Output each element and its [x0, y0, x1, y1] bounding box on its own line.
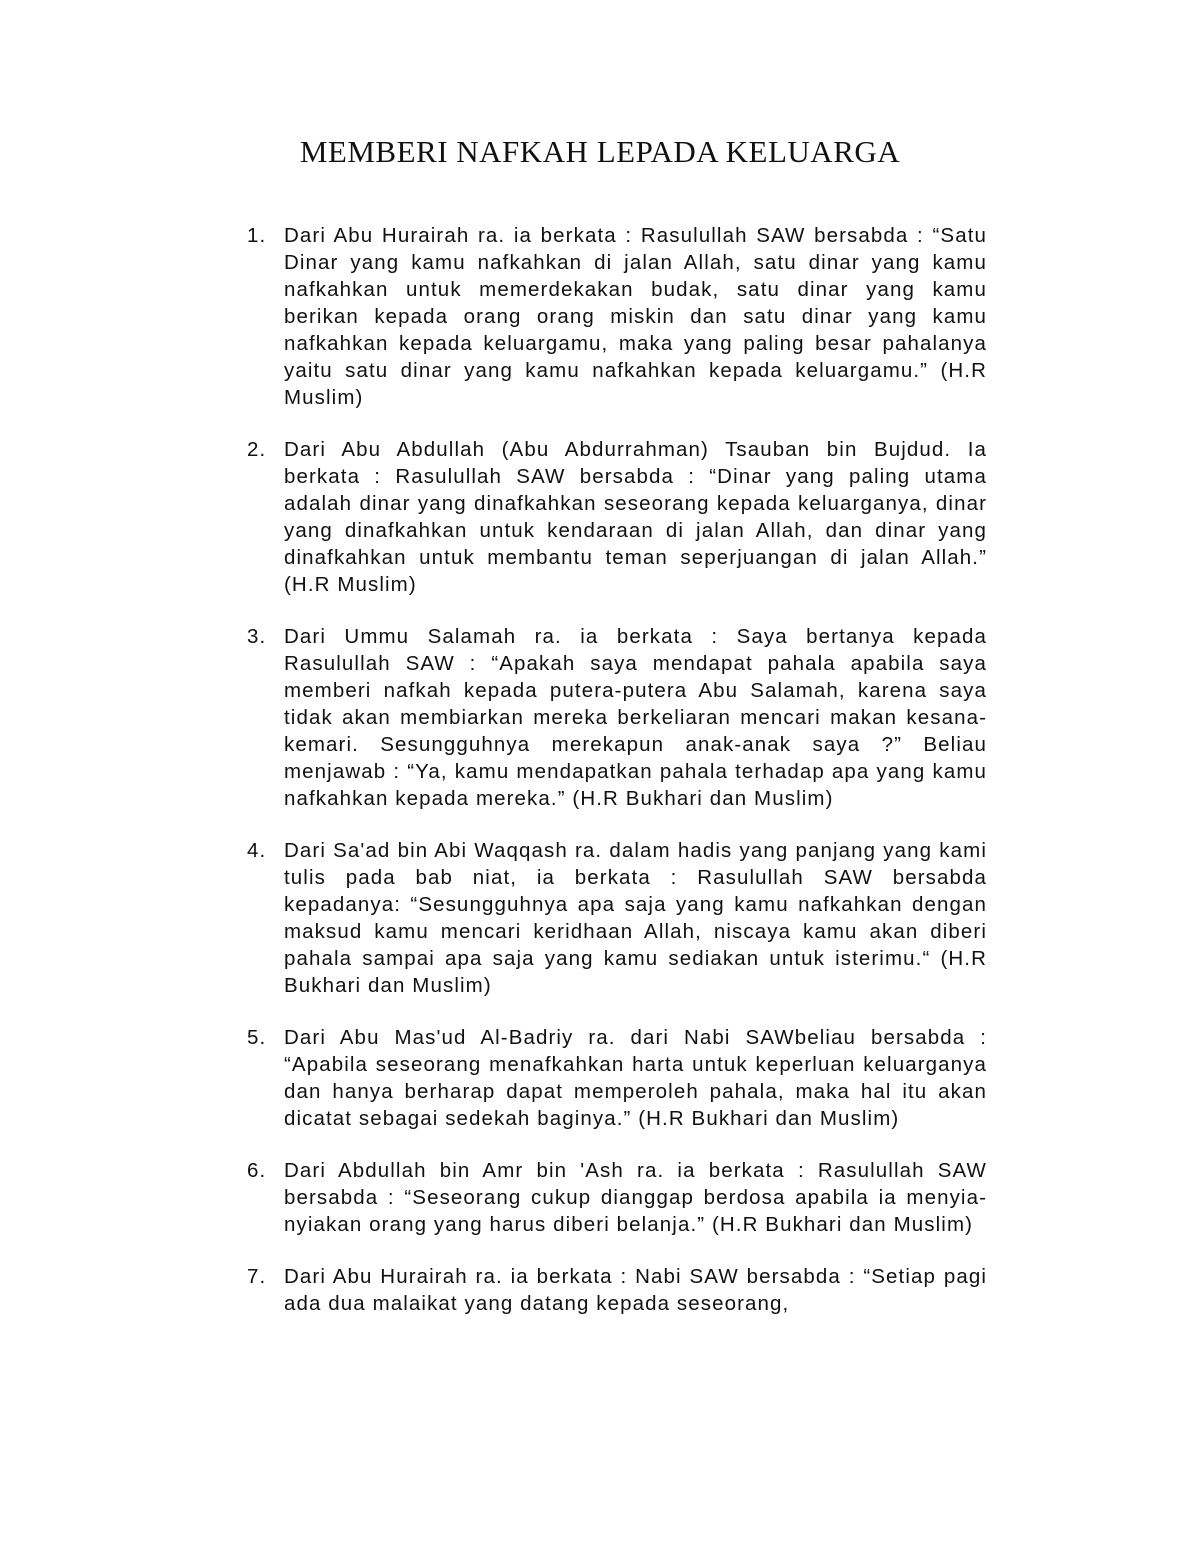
list-item: [247, 1024, 987, 1132]
item-text: Dari Sa'ad bin Abi Waqqash ra. dalam hadis yang panjang yang kami tulis pada bab niat, ia berkata : Rasulullah SAW bersabda kepadanya: “Sesungguhnya apa saja yang kamu nafkahkan dengan maksud kamu mencari keridhaan Allah, niscaya kamu akan diberi pahala sampai apa saja yang kamu sediakan untuk isterimu.“ (H.R Bukhari dan Muslim): [284, 839, 987, 997]
list-item: [247, 1157, 987, 1238]
item-text: Dari Ummu Salamah ra. ia berkata : Saya bertanya kepada Rasulullah SAW : “Apakah saya mendapat pahala apabila saya memberi nafkah kepada putera-putera Abu Salamah, karena saya tidak akan membiarkan mereka berkeliaran mencari makan kesana-kemari. Sesungguhnya merekapun anak-anak saya ?” Beliau menjawab : “Ya, kamu mendapatkan pahala terhadap apa yang kamu nafkahkan kepada mereka.” (H.R Bukhari dan Muslim): [284, 625, 987, 810]
list-item: [247, 222, 987, 411]
item-number: 6.: [247, 1159, 267, 1182]
item-text: Dari Abdullah bin Amr bin 'Ash ra. ia berkata : Rasulullah SAW bersabda : “Seseorang cukup dianggap berdosa apabila ia menyia-nyiakan orang yang harus diberi belanja.” (H.R Bukhari dan Muslim): [284, 1159, 987, 1236]
list-item: [247, 436, 987, 598]
hadith-list: [247, 222, 987, 1342]
item-text: Dari Abu Mas'ud Al-Badriy ra. dari Nabi SAWbeliau bersabda : “Apabila seseorang menafkahkan harta untuk keperluan keluarganya dan hanya berharap dapat memperoleh pahala, maka hal itu akan dicatat sebagai sedekah baginya.” (H.R Bukhari dan Muslim): [284, 1026, 987, 1130]
item-text: Dari Abu Hurairah ra. ia berkata : Rasulullah SAW bersabda : “Satu Dinar yang kamu nafkahkan di jalan Allah, satu dinar yang kamu nafkahkan untuk memerdekakan budak, satu dinar yang kamu berikan kepada orang orang miskin dan satu dinar yang kamu nafkahkan kepada keluargamu, maka yang paling besar pahalanya yaitu satu dinar yang kamu nafkahkan kepada keluargamu.” (H.R Muslim): [284, 224, 987, 409]
item-text: Dari Abu Abdullah (Abu Abdurrahman) Tsauban bin Bujdud. Ia berkata : Rasulullah SAW bersabda : “Dinar yang paling utama adalah dinar yang dinafkahkan seseorang kepada keluarganya, dinar yang dinafkahkan untuk kendaraan di jalan Allah, dan dinar yang dinafkahkan untuk membantu teman seperjuangan di jalan Allah.” (H.R Muslim): [284, 438, 987, 596]
item-number: 1.: [247, 224, 267, 247]
list-item: [247, 1263, 987, 1317]
item-number: 4.: [247, 839, 267, 862]
list-item: [247, 837, 987, 999]
item-number: 2.: [247, 438, 267, 461]
list-item: [247, 623, 987, 812]
item-text: Dari Abu Hurairah ra. ia berkata : Nabi SAW bersabda : “Setiap pagi ada dua malaikat yang datang kepada seseorang,: [284, 1265, 987, 1315]
item-number: 7.: [247, 1265, 267, 1288]
document-title: MEMBERI NAFKAH LEPADA KELUARGA: [299, 134, 901, 169]
item-number: 3.: [247, 625, 267, 648]
item-number: 5.: [247, 1026, 267, 1049]
